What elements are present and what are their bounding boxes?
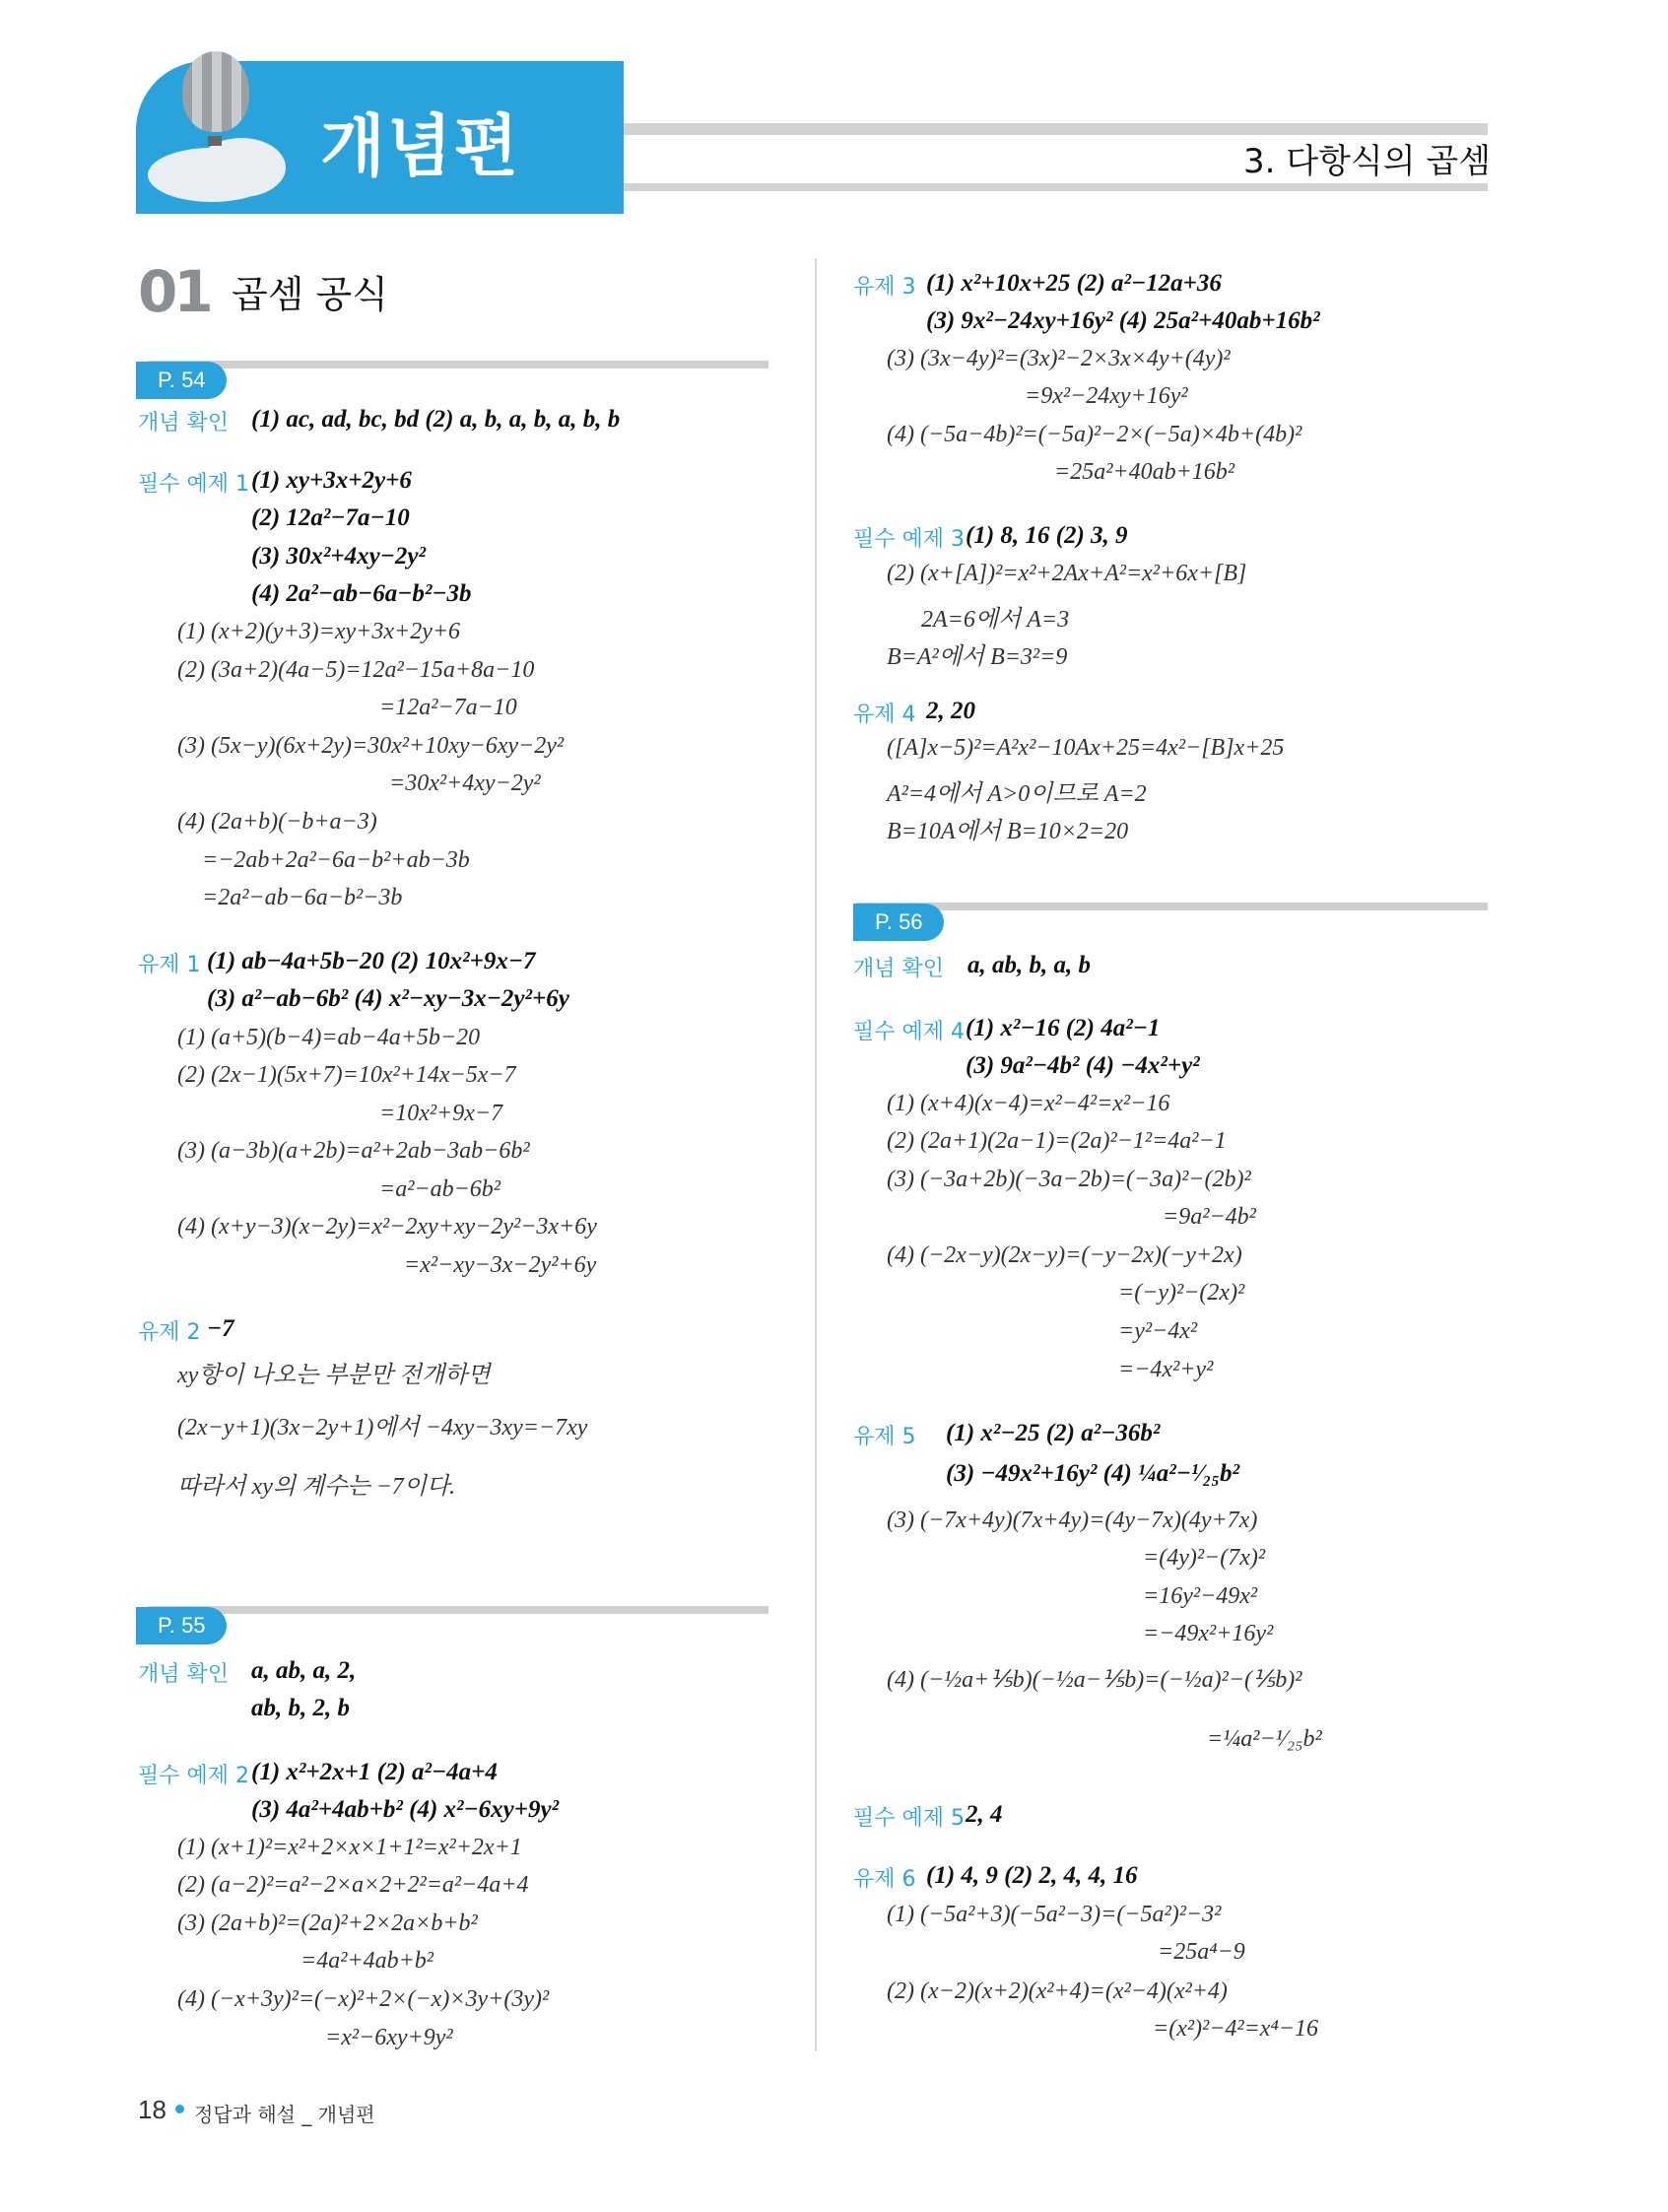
left-solution-28: (2x−y+1)(3x−2y+1)에서 −4xy−3xy=−7xy	[177, 1415, 588, 1441]
balloon-basket-icon	[208, 136, 222, 146]
right-answer-21: (3) 9a²−4b² (4) −4x²+y²	[966, 1052, 1200, 1079]
right-answer-13: 2, 20	[926, 698, 975, 724]
right-answer-8: (1) 8, 16 (2) 3, 9	[966, 522, 1128, 549]
cloud-decoration-2	[197, 138, 286, 197]
right-solution-46: =(x²)²−4²=x⁴−16	[1153, 2016, 1318, 2042]
right-solution-35: =16y²−49x²	[1143, 1583, 1258, 1609]
left-solution-39: =4a²+4ab+b²	[300, 1948, 434, 1974]
left-answer-31: a, ab, a, 2,	[251, 1657, 357, 1684]
left-solution-12: (4) (2a+b)(−b+a−3)	[177, 809, 377, 835]
left-answer-6: (4) 2a²−ab−6a−b²−3b	[251, 580, 472, 607]
right-answer-18: a, ab, b, a, b	[967, 952, 1091, 978]
right-solution-6: =25a²+40ab+16b²	[1054, 459, 1234, 485]
right-answer-31: (1) x²−25 (2) a²−36b²	[946, 1420, 1161, 1446]
left-answer-1: (1) ac, ad, bc, bd (2) a, b, a, b, a, b, b	[251, 406, 621, 433]
right-solution-25: =9a²−4b²	[1163, 1204, 1256, 1230]
left-solution-22: =a²−ab−6b²	[379, 1176, 500, 1202]
right-answer-20: (1) x²−16 (2) 4a²−1	[966, 1015, 1161, 1041]
header-title: 개념편	[320, 108, 521, 186]
right-solution-10: 2A=6에서 A=3	[921, 607, 1070, 633]
left-label-15: 유제 1	[138, 953, 201, 977]
right-solution-23: (2) (2a+1)(2a−1)=(2a)²−1²=4a²−1	[887, 1128, 1227, 1154]
left-solution-40: (4) (−x+3y)²=(−x)²+2×(−x)×3y+(3y)²	[177, 1986, 550, 2012]
left-answer-32: ab, b, 2, b	[251, 1695, 350, 1721]
page-tag-54: P. 54	[136, 362, 227, 399]
section-number-text: 01	[138, 258, 210, 325]
left-solution-20: =10x²+9x−7	[379, 1101, 503, 1126]
left-answer-35: (3) 4a²+4ab+b² (4) x²−6xy+9y²	[251, 1796, 560, 1823]
page-tag-56: P. 56	[853, 904, 944, 941]
right-solution-27: =(−y)²−(2x)²	[1118, 1280, 1245, 1306]
page-rule-56	[857, 903, 1488, 910]
left-solution-10: (3) (5x−y)(6x+2y)=30x²+10xy−6xy−2y²	[177, 733, 565, 759]
section-title: 곱셈 공식	[232, 273, 388, 316]
left-solution-9: =12a²−7a−10	[379, 695, 517, 720]
right-solution-44: =25a⁴−9	[1158, 1939, 1245, 1965]
right-solution-22: (1) (x+4)(x−4)=x²−4²=x²−16	[887, 1091, 1170, 1116]
footer-dot	[175, 2105, 184, 2113]
right-label-17: 개념 확인	[853, 957, 945, 981]
right-solution-34: =(4y)²−(7x)²	[1143, 1545, 1266, 1571]
left-answer-26: −7	[207, 1315, 234, 1342]
right-solution-24: (3) (−3a+2b)(−3a−2b)=(−3a)²−(2b)²	[887, 1167, 1251, 1192]
column-divider	[815, 258, 817, 2051]
right-solution-26: (4) (−2x−y)(2x−y)=(−y−2x)(−y+2x)	[887, 1242, 1242, 1268]
right-label-19: 필수 예제 4	[853, 1020, 965, 1044]
left-solution-38: (3) (2a+b)²=(2a)²+2×2a×b+b²	[177, 1910, 478, 1936]
left-solution-13: =−2ab+2a²−6a−b²+ab−3b	[202, 847, 470, 873]
right-label-7: 필수 예제 3	[853, 527, 965, 552]
footer-text: 정답과 해설 _ 개념편	[194, 2103, 375, 2126]
right-solution-45: (2) (x−2)(x+2)(x²+4)=(x²−4)(x²+4)	[887, 1978, 1228, 2004]
left-answer-4: (2) 12a²−7a−10	[251, 504, 410, 531]
left-solution-23: (4) (x+y−3)(x−2y)=x²−2xy+xy−2y²−3x+6y	[177, 1214, 597, 1240]
right-solution-33: (3) (−7x+4y)(7x+4y)=(4y−7x)(4y+7x)	[887, 1508, 1258, 1533]
right-solution-5: (4) (−5a−4b)²=(−5a)²−2×(−5a)×4b+(4b)²	[887, 422, 1302, 447]
left-answer-17: (3) a²−ab−6b² (4) x²−xy−3x−2y²+6y	[207, 985, 569, 1012]
right-solution-14: ([A]x−5)²=A²x²−10Ax+25=4x²−[B]x+25	[887, 735, 1285, 761]
header-rule-bottom	[611, 183, 1488, 191]
page-number: 18	[138, 2095, 167, 2124]
left-solution-27: xy항이 나오는 부분만 전개하면	[177, 1363, 491, 1388]
left-answer-3: (1) xy+3x+2y+6	[251, 467, 412, 494]
right-label-41: 유제 6	[853, 1867, 916, 1892]
right-label-12: 유제 4	[853, 703, 916, 727]
chapter-title: 3. 다항식의 곱셈	[1243, 142, 1492, 181]
right-solution-38: =¼a²−¹⁄₂₅b²	[1207, 1726, 1322, 1752]
right-solution-9: (2) (x+[A])²=x²+2Ax+A²=x²+6x+[B]	[887, 561, 1247, 586]
section-number	[138, 258, 210, 325]
left-solution-24: =x²−xy−3x−2y²+6y	[404, 1252, 597, 1278]
left-solution-11: =30x²+4xy−2y²	[389, 771, 541, 796]
left-label-0: 개념 확인	[138, 411, 230, 436]
left-solution-41: =x²−6xy+9y²	[325, 2025, 453, 2050]
page-rule-55	[148, 1606, 768, 1614]
right-answer-32: (3) −49x²+16y² (4) ¼a²−¹⁄₂₅b²	[946, 1460, 1240, 1487]
left-solution-36: (1) (x+1)²=x²+2×x×1+1²=x²+2x+1	[177, 1835, 522, 1860]
right-solution-28: =y²−4x²	[1118, 1318, 1198, 1344]
page-tag-55: P. 55	[136, 1607, 227, 1644]
right-answer-42: (1) 4, 9 (2) 2, 4, 4, 16	[926, 1862, 1138, 1889]
page-rule-54	[148, 361, 768, 369]
right-solution-3: (3) (3x−4y)²=(3x)²−2×3x×4y+(4y)²	[887, 346, 1231, 371]
right-label-0: 유제 3	[853, 275, 916, 300]
left-solution-21: (3) (a−3b)(a+2b)=a²+2ab−3ab−6b²	[177, 1138, 530, 1164]
left-answer-5: (3) 30x²+4xy−2y²	[251, 543, 426, 570]
left-label-30: 개념 확인	[138, 1662, 230, 1687]
right-answer-1: (1) x²+10x+25 (2) a²−12a+36	[926, 270, 1222, 297]
left-solution-37: (2) (a−2)²=a²−2×a×2+2²=a²−4a+4	[177, 1872, 529, 1898]
left-solution-8: (2) (3a+2)(4a−5)=12a²−15a+8a−10	[177, 657, 535, 683]
left-solution-29: 따라서 xy의 계수는 −7이다.	[177, 1474, 456, 1500]
left-solution-19: (2) (2x−1)(5x+7)=10x²+14x−5x−7	[177, 1062, 516, 1088]
left-label-33: 필수 예제 2	[138, 1764, 249, 1788]
right-solution-4: =9x²−24xy+16y²	[1025, 383, 1188, 409]
right-solution-11: B=A²에서 B=3²=9	[887, 644, 1068, 670]
right-solution-16: B=10A에서 B=10×2=20	[887, 819, 1129, 844]
left-solution-18: (1) (a+5)(b−4)=ab−4a+5b−20	[177, 1025, 481, 1050]
right-label-30: 유제 5	[853, 1425, 916, 1449]
right-solution-43: (1) (−5a²+3)(−5a²−3)=(−5a²)²−3²	[887, 1902, 1222, 1927]
left-answer-16: (1) ab−4a+5b−20 (2) 10x²+9x−7	[207, 948, 536, 974]
right-solution-15: A²=4에서 A>0이므로 A=2	[887, 781, 1147, 807]
left-label-2: 필수 예제 1	[138, 472, 249, 497]
left-solution-14: =2a²−ab−6a−b²−3b	[202, 885, 403, 910]
right-solution-29: =−4x²+y²	[1118, 1357, 1214, 1382]
right-solution-36: =−49x²+16y²	[1143, 1621, 1274, 1646]
balloon-icon	[182, 51, 249, 132]
right-solution-37: (4) (−½a+⅕b)(−½a−⅕b)=(−½a)²−(⅕b)²	[887, 1667, 1302, 1693]
right-answer-2: (3) 9x²−24xy+16y² (4) 25a²+40ab+16b²	[926, 307, 1320, 334]
right-label-39: 필수 예제 5	[853, 1806, 965, 1831]
left-solution-7: (1) (x+2)(y+3)=xy+3x+2y+6	[177, 619, 461, 644]
right-answer-40: 2, 4	[966, 1801, 1003, 1828]
left-answer-34: (1) x²+2x+1 (2) a²−4a+4	[251, 1759, 498, 1785]
left-label-25: 유제 2	[138, 1320, 201, 1345]
